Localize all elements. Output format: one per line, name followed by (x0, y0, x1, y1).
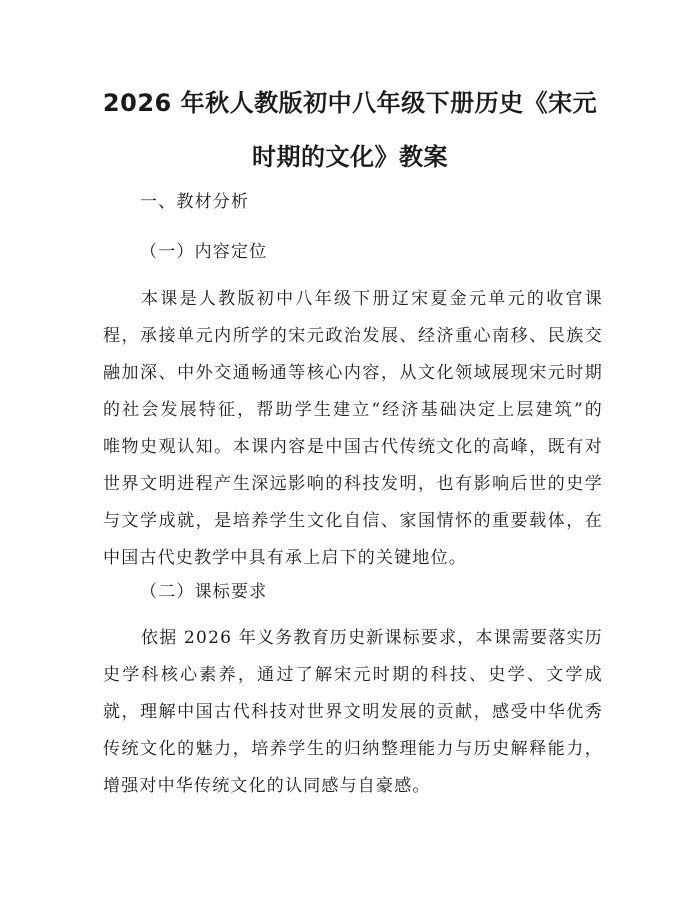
subsection-heading-curriculum-requirements: （二）课标要求 (140, 582, 268, 602)
paragraph-curriculum-requirements (103, 620, 603, 805)
subsection-heading-content-positioning: （一）内容定位 (140, 242, 268, 262)
paragraph-content-positioning (103, 281, 603, 577)
paragraph-line: 世界文明进程产生深远影响的科技发明，也有影响后世的史学 (103, 474, 603, 494)
paragraph-line: 传统文化的魅力，培养学生的归纳整理能力与历史解释能力， (103, 739, 603, 759)
paragraph-line: 本课是人教版初中八年级下册辽宋夏金元单元的收官课 (141, 289, 603, 309)
paragraph-line: 程，承接单元内所学的宋元政治发展、经济重心南移、民族交 (103, 326, 603, 346)
paragraph-line: 融加深、中外交通畅通等核心内容，从文化领域展现宋元时期 (103, 363, 603, 383)
paragraph-line: 与文学成就，是培养学生文化自信、家国情怀的重要载体，在 (103, 511, 603, 531)
paragraph-line: 就，理解中国古代科技对世界文明发展的贡献，感受中华优秀 (103, 702, 603, 722)
paragraph-line: 唯物史观认知。本课内容是中国古代传统文化的高峰，既有对 (103, 437, 603, 457)
paragraph-line: 的社会发展特征，帮助学生建立“经济基础决定上层建筑”的 (103, 400, 603, 420)
section-heading-teaching-material-analysis: 一、教材分析 (140, 192, 250, 212)
title-line-1: 2026 年秋人教版初中八年级下册历史《宋元 (102, 89, 598, 117)
paragraph-line: 依据 2026 年义务教育历史新课标要求，本课需要落实历 (141, 628, 603, 648)
paragraph-line: 中国古代史教学中具有承上启下的关键地位。 (103, 548, 467, 568)
paragraph-line: 增强对中华传统文化的认同感与自豪感。 (103, 776, 431, 796)
paragraph-line: 史学科核心素养，通过了解宋元时期的科技、史学、文学成 (103, 665, 603, 685)
title-line-2: 时期的文化》教案 (252, 143, 448, 171)
document-title (95, 76, 605, 184)
